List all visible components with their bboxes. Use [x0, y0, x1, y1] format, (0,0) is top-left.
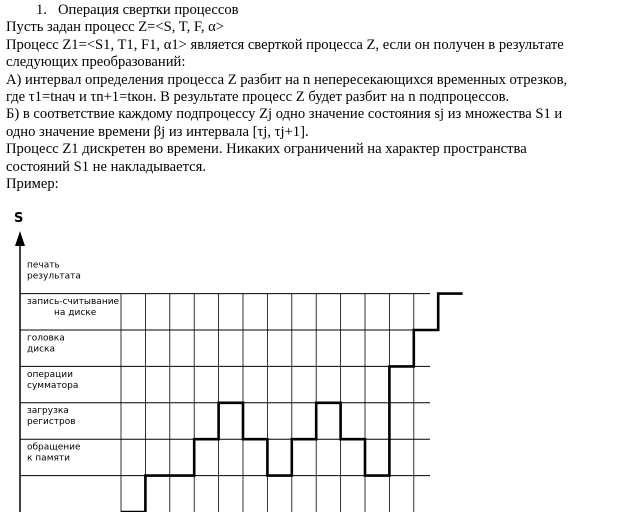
heading-title: Операция свертки процессов	[58, 2, 239, 18]
text-line-1: Пусть задан процесс Z=<S, T, F, α>	[6, 19, 225, 36]
level-lines	[20, 294, 430, 476]
text-line-5: где τ1=tнач и τn+1=tкон. В результате процесс Z будет разбит на n подпроцессов.	[6, 89, 510, 106]
level-2-label-line-1: загрузка	[27, 406, 69, 417]
text-line-7: одно значение времени βj из интервала [τj, τj+1].	[6, 123, 309, 140]
level-5-label-line-1: запись-считывание	[27, 297, 120, 307]
level-2-label-line-2: регистров	[27, 417, 76, 428]
level-3-label-line-2: сумматора	[27, 380, 79, 391]
text-line-8: Процесс Z1 дискретен во времени. Никаких ограничений на характер пространства	[6, 141, 527, 158]
text-line-6: Б) в соответствие каждому подпроцессу Zj одно значение состояния sj из множества S1 и	[6, 106, 563, 123]
text-line-3: следующих преобразований:	[6, 54, 186, 71]
level-3-label-line-1: операции	[27, 369, 73, 380]
text-line-4: А) интервал определения процесса Z разбит на n непересекающихся временных отрезков,	[6, 71, 568, 88]
text-line-10: Пример:	[6, 176, 59, 193]
text-line-2: Процесс Z1=<S1, T1, F1, α1> является сверткой процесса Z, если он получен в результате	[6, 36, 564, 53]
level-6-label-line-2: результата	[27, 271, 81, 282]
y-axis	[15, 231, 25, 512]
level-6-label-line-1: печать	[27, 260, 60, 271]
level-labels	[27, 261, 120, 464]
text-line-9: состояний S1 не накладывается.	[6, 158, 207, 175]
level-5-label-line-2: на диске	[54, 308, 97, 318]
level-4-label-line-2: диска	[27, 344, 55, 355]
level-1-label-line-2: к памяти	[27, 453, 70, 464]
level-1-label-line-1: обращение	[27, 442, 81, 453]
level-4-label-line-1: головка	[27, 333, 65, 344]
heading-number: 1.	[36, 2, 47, 18]
axis-label-s: S	[14, 211, 24, 226]
